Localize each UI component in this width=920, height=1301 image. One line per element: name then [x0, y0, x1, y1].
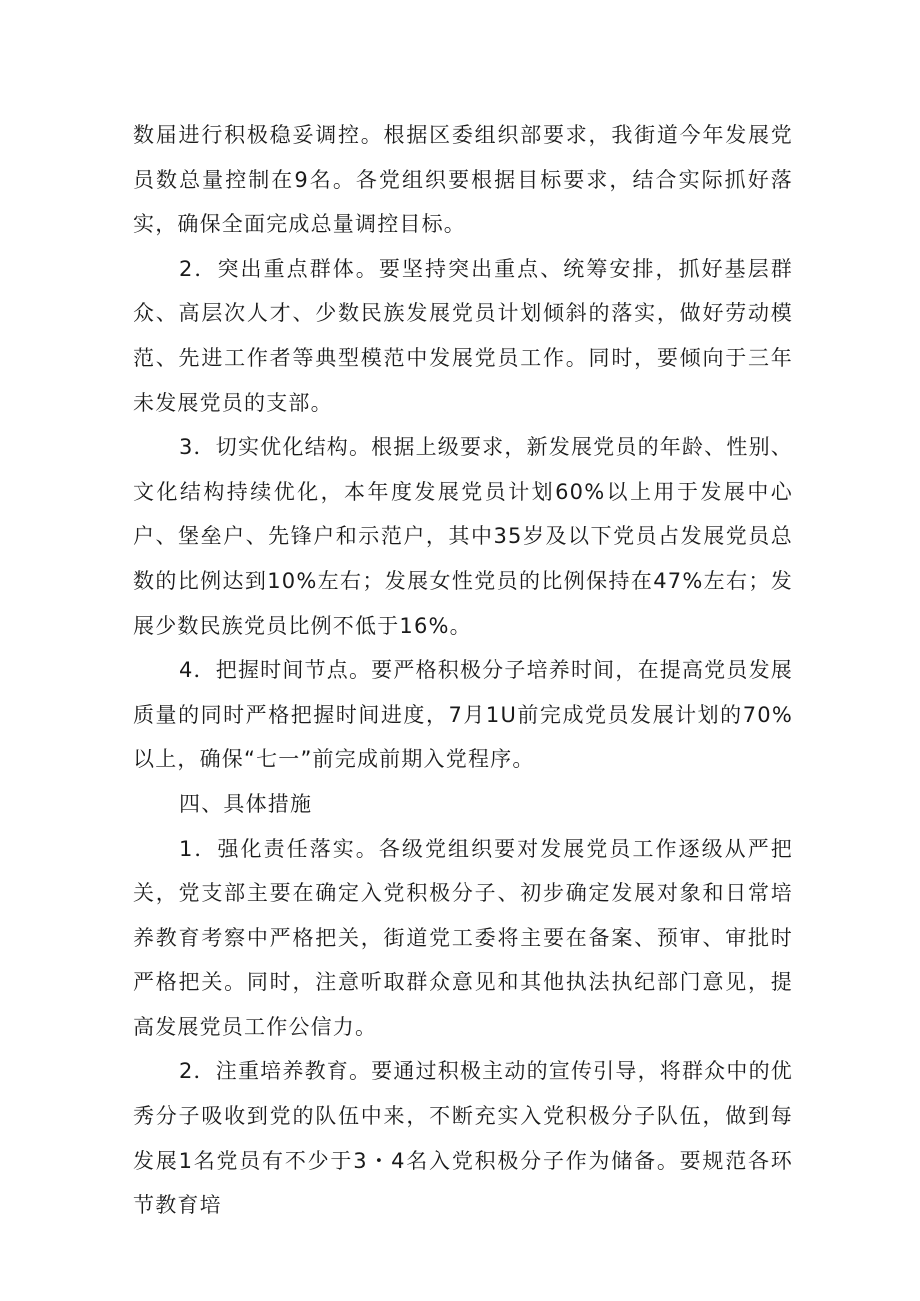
paragraph-responsibility: 1．强化责任落实。各级党组织要对发展党员工作逐级从严把关，党支部主要在确定入党积极分子、初步确定发展对象和日常培养教育考察中严格把关，街道党工委将主要在备案、预审、审批时严格把关。同时，注意听取群众意见和其他执法执纪部门意见，提高发展党员工作公信力。 — [133, 836, 793, 1039]
paragraph-time-nodes: 4．把握时间节点。要严格积极分子培养时间，在提高党员发展质量的同时严格把握时间进度，7月1U前完成党员发展计划的70%以上，确保“七一”前完成前期入党程序。 — [133, 658, 793, 772]
paragraph-structure-optimization: 3．切实优化结构。根据上级要求，新发展党员的年龄、性别、文化结构持续优化，本年度发展党员计划60%以上用于发展中心户、堡垒户、先锋户和示范户，其中35岁及以下党员占发展党员总数的比例达到10%左右；发展女性党员的比例保持在47%左右；发展少数民族党员比例不低于16%。 — [133, 435, 793, 638]
section-heading-specific-measures: 四、具体措施 — [179, 791, 313, 816]
document-body — [133, 113, 793, 1228]
paragraph-training-education: 2．注重培养教育。要通过积极主动的宣传引导，将群众中的优秀分子吸收到党的队伍中来，不断充实入党积极分子队伍，做到每发展1名党员有不少于3・4名入党积极分子作为储备。要规范各环节教育培 — [133, 1059, 793, 1218]
paragraph-quota-control: 数届进行积极稳妥调控。根据区委组织部要求，我街道今年发展党员数总量控制在9名。各党组织要根据目标要求，结合实际抓好落实，确保全面完成总量调控目标。 — [133, 123, 793, 237]
paragraph-key-groups: 2．突出重点群体。要坚持突出重点、统筹安排，抓好基层群众、高层次人才、少数民族发展党员计划倾斜的落实，做好劳动模范、先进工作者等典型模范中发展党员工作。同时，要倾向于三年未发展党员的支部。 — [133, 256, 793, 415]
